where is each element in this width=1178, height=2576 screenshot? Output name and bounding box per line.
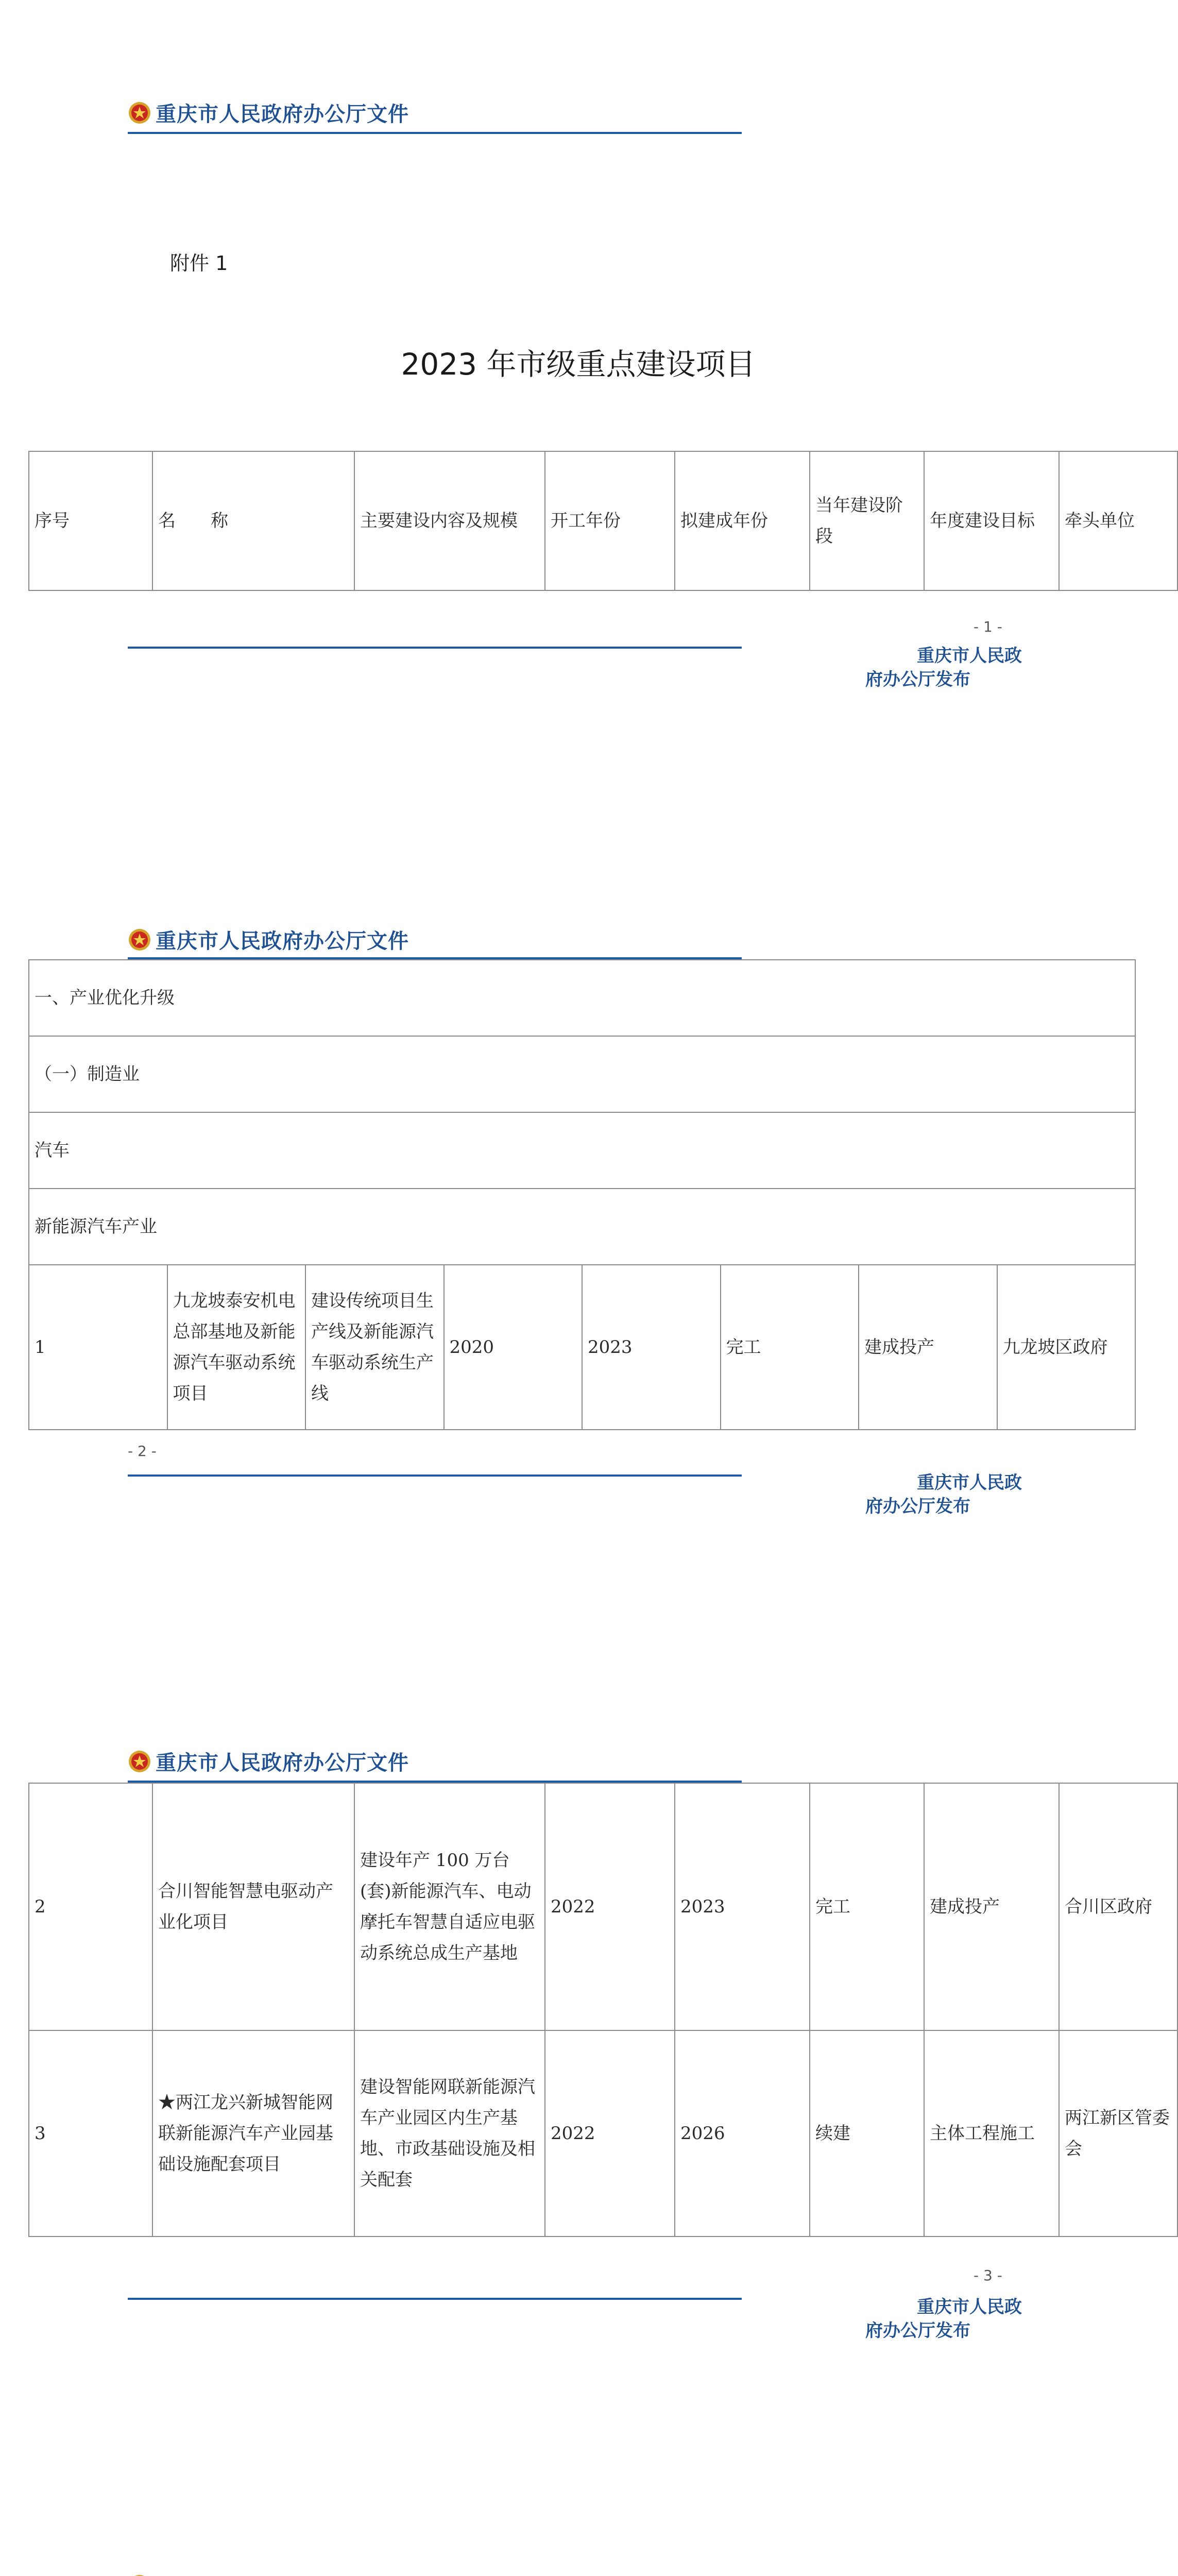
publisher-line1: 重庆市人民政 xyxy=(917,2297,1022,2317)
cell-content: 建设智能网联新能源汽车产业园区内生产基地、市政基础设施及相关配套 xyxy=(354,2030,545,2236)
cell-unit: 九龙坡区政府 xyxy=(997,1265,1136,1430)
col-header-unit: 牵头单位 xyxy=(1059,451,1177,590)
publisher-block xyxy=(865,644,1022,691)
header-title xyxy=(156,2571,409,2576)
cell-content: 建设年产 100 万台(套)新能源汽车、电动摩托车智慧自适应电驱动系统总成生产基地 xyxy=(354,1783,545,2030)
page-header xyxy=(128,98,409,127)
header-title: 重庆市人民政府办公厅文件 xyxy=(156,103,409,126)
page-number: - 2 - xyxy=(128,1443,157,1460)
section-heading: （一）制造业 xyxy=(29,1036,1135,1112)
cell-no: 2 xyxy=(29,1783,152,2030)
table-row xyxy=(29,1265,1135,1430)
section-heading: 新能源汽车产业 xyxy=(29,1189,1135,1265)
footer-rule xyxy=(128,1475,742,1477)
cell-stage: 续建 xyxy=(810,2030,924,2236)
section-heading: 汽车 xyxy=(29,1112,1135,1189)
cell-start: 2022 xyxy=(545,2030,675,2236)
page-header xyxy=(128,1747,409,1776)
cell-end: 2023 xyxy=(675,1783,810,2030)
publisher-line2: 府办公厅发布 xyxy=(865,1496,970,1517)
project-table xyxy=(28,1783,1178,2237)
cell-no: 3 xyxy=(29,2030,152,2236)
table-row xyxy=(29,1783,1177,2030)
header-title: 重庆市人民政府办公厅文件 xyxy=(156,929,409,953)
col-header-end: 拟建成年份 xyxy=(675,451,810,590)
project-table-header xyxy=(28,451,1178,591)
cell-no: 1 xyxy=(29,1265,167,1430)
cell-name: ★两江龙兴新城智能网联新能源汽车产业园基础设施配套项目 xyxy=(152,2030,354,2236)
cell-content: 建设传统项目生产线及新能源汽车驱动系统生产线 xyxy=(305,1265,444,1430)
cell-start: 2020 xyxy=(444,1265,583,1430)
cell-end: 2023 xyxy=(582,1265,721,1430)
page-header xyxy=(128,925,409,954)
cell-target: 主体工程施工 xyxy=(924,2030,1059,2236)
annex-label: 附件 1 xyxy=(170,252,228,275)
publisher-line1: 重庆市人民政 xyxy=(917,646,1022,666)
project-table xyxy=(28,959,1136,1430)
cell-stage: 完工 xyxy=(721,1265,859,1430)
cell-unit: 两江新区管委会 xyxy=(1059,2030,1177,2236)
header-title: 重庆市人民政府办公厅文件 xyxy=(156,1751,409,1775)
cell-name: 合川智能智慧电驱动产业化项目 xyxy=(152,1783,354,2030)
table-row xyxy=(29,2030,1177,2236)
col-header-start: 开工年份 xyxy=(545,451,675,590)
cell-target: 建成投产 xyxy=(924,1783,1059,2030)
cell-stage: 完工 xyxy=(810,1783,924,2030)
footer-rule xyxy=(128,647,742,649)
cell-target: 建成投产 xyxy=(859,1265,997,1430)
publisher-block xyxy=(865,1471,1022,1518)
publisher-line1: 重庆市人民政 xyxy=(917,1472,1022,1493)
publisher-block xyxy=(865,2295,1022,2343)
col-header-no: 序号 xyxy=(29,451,152,590)
section-heading: 一、产业优化升级 xyxy=(29,960,1135,1036)
col-header-content: 主要建设内容及规模 xyxy=(354,451,545,590)
publisher-line2: 府办公厅发布 xyxy=(865,2320,970,2341)
page-number: - 3 - xyxy=(974,2267,1002,2284)
page-header xyxy=(128,2571,409,2576)
col-header-target: 年度建设目标 xyxy=(924,451,1059,590)
cell-end: 2026 xyxy=(675,2030,810,2236)
col-header-name: 名 称 xyxy=(152,451,354,590)
footer-rule xyxy=(128,2298,742,2300)
national-emblem-icon xyxy=(128,101,151,125)
national-emblem-icon xyxy=(128,928,151,952)
cell-start: 2022 xyxy=(545,1783,675,2030)
publisher-line2: 府办公厅发布 xyxy=(865,669,970,690)
cell-unit: 合川区政府 xyxy=(1059,1783,1177,2030)
national-emblem-icon xyxy=(128,1750,151,1773)
national-emblem-icon xyxy=(128,2574,151,2576)
cell-name: 九龙坡泰安机电总部基地及新能源汽车驱动系统项目 xyxy=(167,1265,306,1430)
document-title: 2023 年市级重点建设项目 xyxy=(401,347,756,382)
col-header-stage: 当年建设阶段 xyxy=(810,451,924,590)
header-rule xyxy=(128,132,742,134)
page-number: - 1 - xyxy=(974,618,1002,635)
